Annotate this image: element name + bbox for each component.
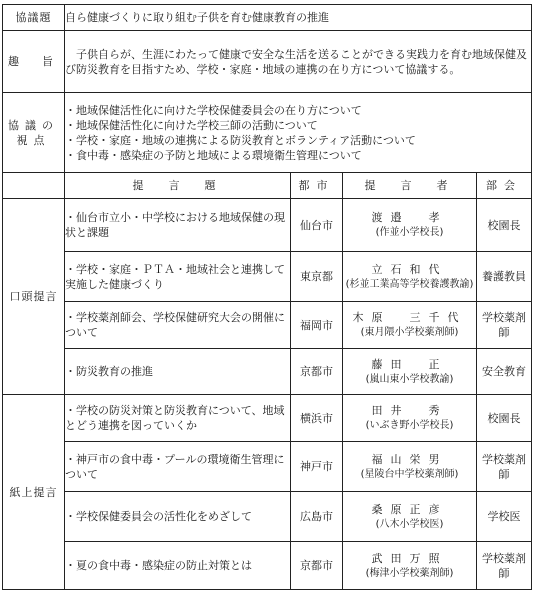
city-cell: 京都市 — [291, 542, 343, 590]
city-cell: 横浜市 — [291, 395, 343, 442]
city-cell: 広島市 — [291, 492, 343, 542]
table-row — [3, 395, 532, 442]
theme-label: 協議題 — [3, 5, 65, 31]
presenter-cell — [343, 395, 477, 442]
city-cell: 仙台市 — [291, 199, 343, 252]
role-cell: 学校医 — [477, 492, 532, 542]
viewpoints-list — [65, 93, 532, 173]
role-cell: 校園長 — [477, 395, 532, 442]
oral-section-label: 口頭提言 — [3, 199, 65, 395]
table-row — [3, 542, 532, 590]
presenter-name: 渡邉 孝 — [371, 211, 448, 224]
viewpoint-item: ・地域保健活性化に向けた学校三師の活動について — [65, 118, 318, 132]
topic-column-header: 提 言 題 — [65, 173, 291, 199]
table-row — [3, 252, 532, 302]
role-cell: 学校薬剤師 — [477, 442, 532, 492]
viewpoints-label: 協議の視点 — [3, 93, 65, 173]
viewpoint-item: ・地域保健活性化に向けた学校保健委員会の在り方について — [65, 103, 362, 117]
blank-header-cell — [3, 173, 65, 199]
presenter-name: 立石和代 — [371, 262, 448, 276]
table-row — [3, 442, 532, 492]
presenter-name: 木原 三千代 — [352, 311, 467, 324]
topic-cell: ・学校・家庭・ＰＴＡ・地域社会と連携して実施した健康づくり — [65, 252, 291, 302]
purpose-text: 子供自らが、生涯にわたって健康で安全な生活を送ることができる実践力を育む地域保健及び防災教育を目指すため、学校・家庭・地域の連携の在り方について協議する。 — [65, 31, 532, 93]
presenter-name: 桑原正彦 — [371, 502, 448, 516]
conference-table — [2, 4, 532, 590]
presenter-name: 武田万照 — [371, 551, 448, 565]
city-cell: 神戸市 — [291, 442, 343, 492]
table-row — [3, 492, 532, 542]
viewpoint-item: ・食中毒・感染症の予防と地域による環境衛生管理について — [65, 148, 362, 162]
topic-cell: ・仙台市立小・中学校における地域保健の現状と課題 — [65, 199, 291, 252]
topic-cell: ・防災教育の推進 — [65, 349, 291, 395]
presenter-affiliation: (八木小学校医) — [375, 518, 444, 530]
column-header-row — [3, 173, 532, 199]
presenter-cell — [343, 302, 477, 349]
viewpoint-item: ・学校・家庭・地域の連携による防災教育とボランティア活動について — [65, 133, 416, 147]
presenter-affiliation: (星陵台中学校薬剤師) — [360, 468, 459, 480]
presenter-name: 藤田 正 — [371, 357, 448, 371]
role-column-header: 部会 — [477, 173, 532, 199]
presenter-affiliation: (作並小学校長) — [375, 227, 444, 238]
purpose-label: 趣 旨 — [3, 31, 65, 93]
topic-cell: ・神戸市の食中毒・プールの環境衛生管理について — [65, 442, 291, 492]
city-column-header: 都市 — [291, 173, 343, 199]
presenter-cell — [343, 199, 477, 252]
presenter-affiliation: (嵐山東小学校教諭) — [365, 373, 454, 385]
topic-cell: ・夏の食中毒・感染症の防止対策とは — [65, 542, 291, 590]
city-cell: 京都市 — [291, 349, 343, 395]
table-row — [3, 199, 532, 252]
theme-text: 自ら健康づくりに取り組む子供を育む健康教育の推進 — [65, 5, 532, 31]
table-row — [3, 349, 532, 395]
presenter-affiliation: (梅津小学校薬剤師) — [365, 567, 454, 579]
presenter-cell — [343, 442, 477, 492]
presenter-cell — [343, 349, 477, 395]
presenter-cell — [343, 252, 477, 302]
presenter-affiliation: (いぶき野小学校長) — [365, 420, 454, 431]
presenter-name: 福山栄男 — [371, 452, 448, 466]
theme-row — [3, 5, 532, 31]
topic-cell: ・学校の防災対策と防災教育について、地域とどう連携を図っていくか — [65, 395, 291, 442]
presenter-name: 田井 秀 — [371, 404, 448, 417]
topic-cell: ・学校薬剤師会、学校保健研究大会の開催について — [65, 302, 291, 349]
written-section-label: 紙上提言 — [3, 395, 65, 590]
viewpoints-row — [3, 93, 532, 173]
presenter-cell — [343, 542, 477, 590]
presenter-column-header: 提 言 者 — [343, 173, 477, 199]
presenter-affiliation: (杉並工業高等学校養護教諭) — [345, 278, 474, 290]
topic-cell: ・学校保健委員会の活性化をめざして — [65, 492, 291, 542]
city-cell: 東京都 — [291, 252, 343, 302]
city-cell: 福岡市 — [291, 302, 343, 349]
table-row — [3, 302, 532, 349]
role-cell: 養護教員 — [477, 252, 532, 302]
presenter-cell — [343, 492, 477, 542]
role-cell: 学校薬剤師 — [477, 542, 532, 590]
role-cell: 安全教育 — [477, 349, 532, 395]
presenter-affiliation: (東月隈小学校薬剤師) — [360, 327, 459, 338]
purpose-row — [3, 31, 532, 93]
role-cell: 学校薬剤師 — [477, 302, 532, 349]
role-cell: 校園長 — [477, 199, 532, 252]
